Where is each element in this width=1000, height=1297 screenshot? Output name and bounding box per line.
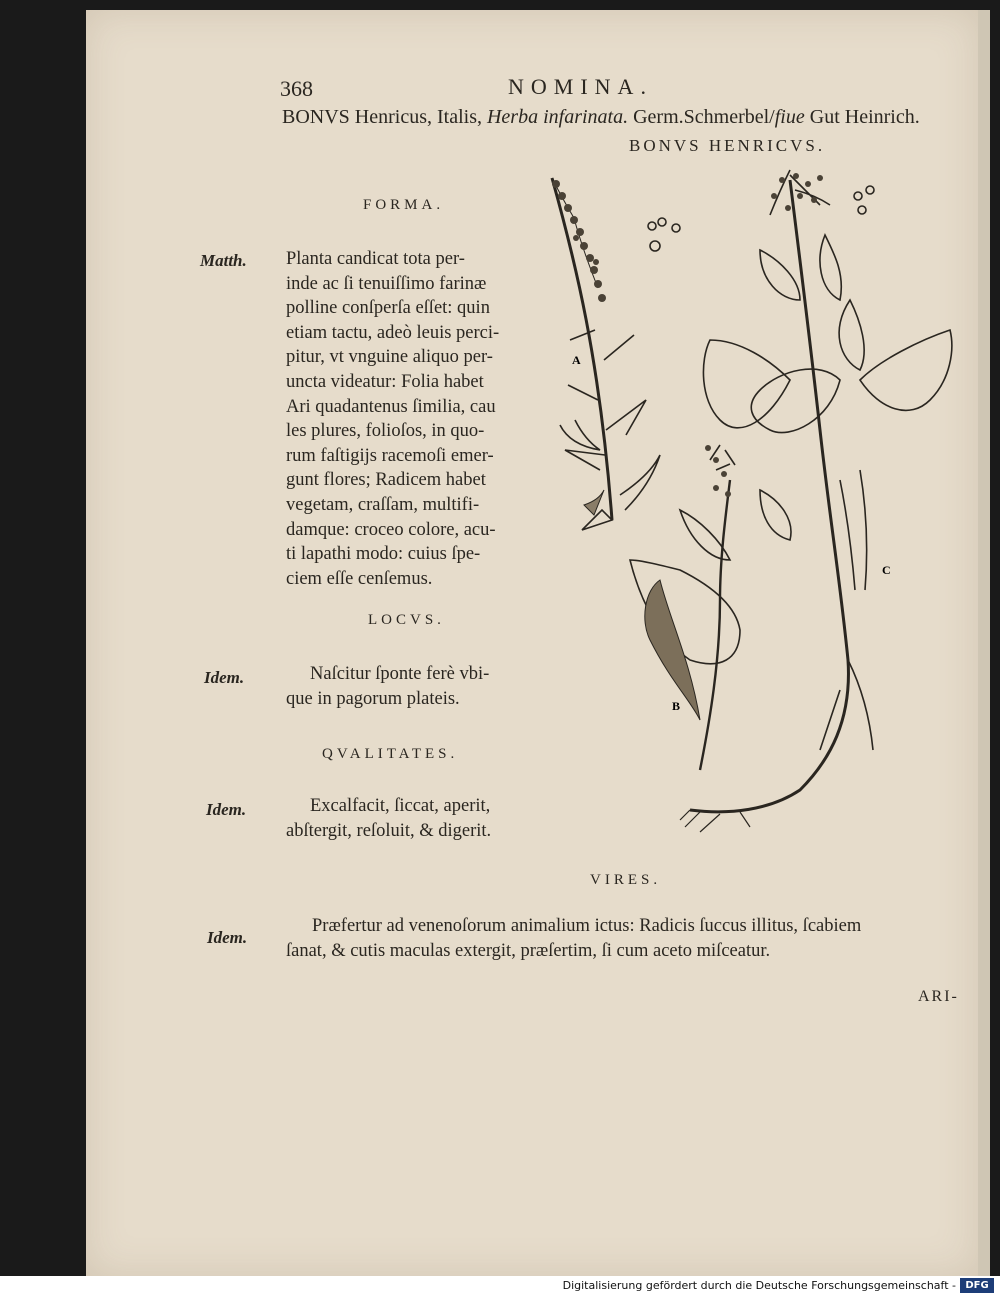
text-line: polline conſperſa eſſet: quin [286, 298, 490, 319]
dfg-logo: DFG [960, 1278, 994, 1293]
figure-label-b: B [672, 699, 681, 713]
text-line: vegetam, craſſam, multifi- [286, 494, 480, 515]
text-line: Præfertur ad venenoſorum animalium ictus: Radicis ſuccus illitus, ſcabiem [312, 916, 862, 936]
text-line: les plures, folioſos, in quo- [286, 421, 485, 442]
text-line: abſtergit, reſoluit, & digerit. [286, 820, 492, 841]
title-german: Schmerbel/ [683, 106, 775, 128]
text-line: ciem eſſe cenſemus. [286, 568, 433, 589]
sidenote-vires: Idem. [207, 928, 248, 947]
figure-label-a: A [572, 353, 581, 367]
digitization-footer [0, 1276, 1000, 1297]
sidenote-locus: Idem. [204, 668, 245, 687]
text-line: Planta candicat tota per- [286, 249, 465, 269]
title-german2: Gut Heinrich. [809, 106, 920, 128]
title-name: BONVS Henricus, Italis, [282, 106, 482, 128]
text-line: ti lapathi modo: cuius ſpe- [286, 544, 481, 565]
text-line: Ari quadantenus ſimilia, cau [286, 396, 496, 417]
text-line: pitur, vt vnguine aliquo per- [286, 347, 493, 368]
section-heading-vires: VIRES. [590, 872, 662, 888]
title-germ-label: Germ. [633, 106, 684, 128]
title-fiue: fiue [774, 106, 805, 128]
section-heading-locus: LOCVS. [368, 612, 445, 628]
running-head: NOMINA. [508, 74, 653, 99]
footer-text: Digitalisierung gefördert durch die Deutsche Forschungsgemeinschaft - [562, 1279, 956, 1292]
catchword: ARI- [918, 988, 959, 1005]
text-line: ſanat, & cutis maculas extergit, præſertim, ſi cum aceto miſceatur. [286, 940, 771, 961]
text-line: damque: croceo colore, acu- [286, 519, 496, 540]
section-heading-forma: FORMA. [363, 197, 445, 213]
page-number: 368 [280, 76, 313, 101]
text-line: Naſcitur ſponte ferè vbi- [310, 664, 490, 684]
text-line: que in pagorum plateis. [286, 688, 460, 709]
sidenote-qualitates: Idem. [206, 800, 247, 819]
text-line: Excalfacit, ſiccat, aperit, [310, 796, 491, 816]
section-heading-qualitates: QVALITATES. [322, 746, 459, 762]
text-line: uncta videatur: Folia habet [286, 371, 484, 392]
text-line: rum faſtigijs racemoſi emer- [286, 445, 494, 466]
title-italian: Herba infarinata. [486, 106, 629, 128]
figure-caption: BONVS HENRICVS. [629, 136, 826, 155]
text-line: inde ac ſi tenuiſſimo farinæ [286, 273, 487, 294]
text-line: etiam tactu, adeò leuis perci- [286, 322, 500, 343]
text-line: gunt flores; Radicem habet [286, 470, 486, 491]
figure-label-c: C [882, 563, 891, 577]
sidenote-forma: Matth. [200, 251, 247, 270]
